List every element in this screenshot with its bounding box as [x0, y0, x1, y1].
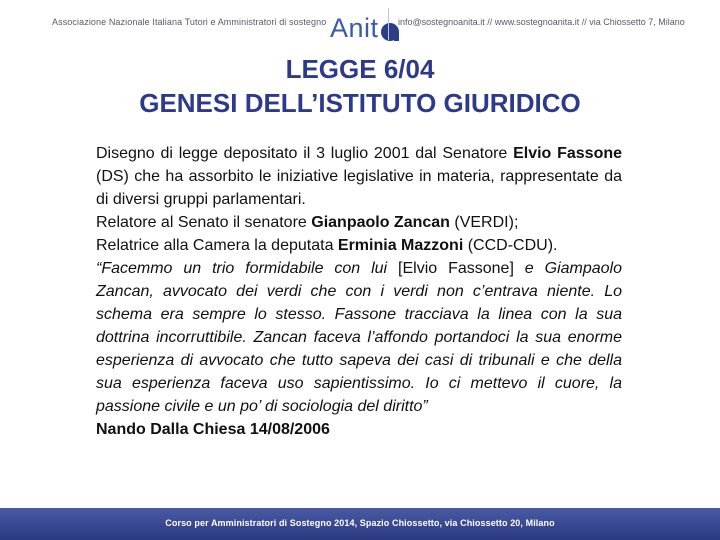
- signature-text: Nando Dalla Chiesa 14/08/2006: [96, 421, 330, 438]
- slide-title-line1: LEGGE 6/04: [285, 54, 435, 84]
- senator-name: Elvio Fassone: [513, 145, 623, 162]
- paragraph-senate-rapporteur: [96, 211, 622, 234]
- chamber-rapporteur-text: Relatrice alla Camera la deputata: [96, 237, 338, 254]
- header-bar: [0, 0, 720, 50]
- chamber-rapporteur-name: Erminia Mazzoni: [337, 237, 464, 254]
- senate-rapporteur-name: Gianpaolo Zancan: [311, 214, 450, 231]
- slide-body: [96, 142, 622, 441]
- association-name: Associazione Nazionale Italiana Tutori e Amministratori di sostegno: [52, 17, 327, 27]
- bill-text-cont: (DS) che ha assorbito le iniziative legislative in materia, rappresentate da di diversi gruppi parlamentari.: [96, 168, 622, 208]
- footer-text: Corso per Amministratori di Sostegno 2014, Spazio Chiossetto, via Chiossetto 20, Milano: [165, 518, 555, 528]
- chamber-rapporteur-party: (CCD-CDU).: [463, 237, 558, 254]
- quote-insertion: [Elvio Fassone]: [398, 260, 514, 277]
- logo-text: Anit: [330, 13, 379, 43]
- header-divider: [388, 8, 389, 40]
- quote-rest: e Giampaolo Zancan, avvocato dei verdi che con i verdi non c’entrava niente. Lo schema era sempre lo stesso. Fassone tracciava la linea con la sua dottrina incorruttibile. Zancan faceva l’affondo portandoci la sua enorme esperienza di avvocato che tutto sapeva dei casi di tribunali e che della sua esperienza faceva uso sapientissimo. Io ci mettevo il cuore, la passione civile e un po’ di sociologia del diritto”: [96, 260, 622, 415]
- bill-text: Disegno di legge depositato il 3 luglio 2001 dal Senatore: [96, 145, 514, 162]
- slide-title-line2: GENESI DELL’ISTITUTO GIURIDICO: [139, 88, 581, 118]
- paragraph-chamber-rapporteur: [96, 234, 622, 257]
- senate-rapporteur-text: Relatore al Senato il senatore: [96, 214, 312, 231]
- quote-start: “Facemmo un trio formidabile con lui: [96, 260, 399, 277]
- contact-info: info@sostegnoanita.it // www.sostegnoanita.it // via Chiossetto 7, Milano: [398, 17, 685, 27]
- senate-rapporteur-party: (VERDI);: [449, 214, 519, 231]
- logo-a-icon: [381, 23, 399, 41]
- quote: [96, 257, 622, 418]
- paragraph-bill: [96, 142, 622, 211]
- quote-signature: [96, 418, 622, 441]
- footer-bar: [0, 508, 720, 540]
